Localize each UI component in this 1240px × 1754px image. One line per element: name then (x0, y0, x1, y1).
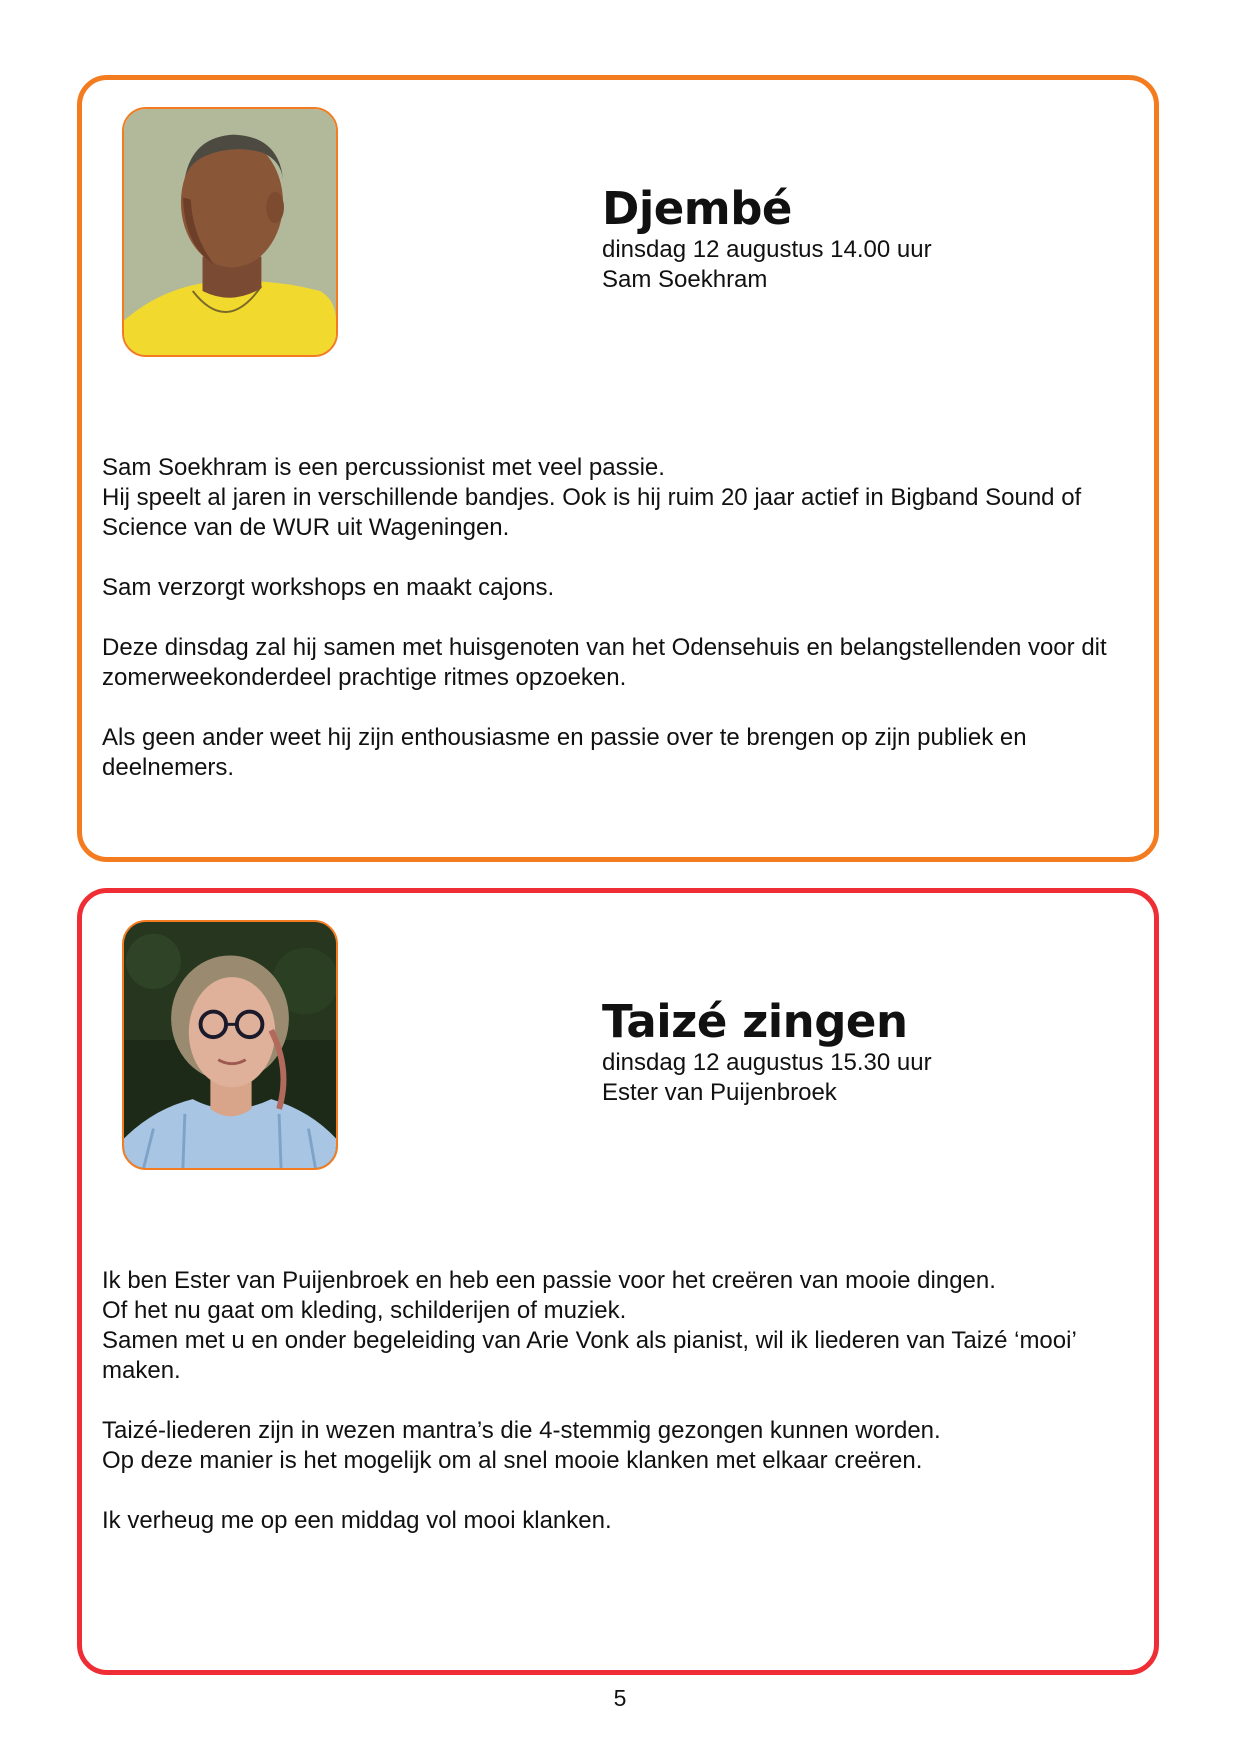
event-title: Djembé (602, 182, 792, 235)
text-line: Als geen ander weet hij zijn enthousiasme en passie over te brengen op zijn publiek en deelnemers. (102, 724, 1027, 781)
paragraph (102, 1266, 1130, 1386)
event-card-djembe (77, 75, 1159, 862)
event-title: Taizé zingen (602, 995, 908, 1048)
page-number: 5 (613, 1685, 627, 1711)
text-line: Samen met u en onder begeleiding van Arie Vonk als pianist, wil ik liederen van Taizé ‘mooi’ maken. (102, 1327, 1076, 1384)
portrait-image (124, 109, 336, 355)
event-date: dinsdag 12 augustus 14.00 uur (602, 236, 932, 263)
event-date: dinsdag 12 augustus 15.30 uur (602, 1049, 932, 1076)
event-header (602, 183, 932, 295)
text-line: Ik verheug me op een middag vol mooi klanken. (102, 1507, 612, 1534)
event-person: Sam Soekhram (602, 266, 768, 293)
text-line: Deze dinsdag zal hij samen met huisgenoten van het Odensehuis en belangstellenden voor dit zomerweekonderdeel prachtige ritmes opzoeken. (102, 634, 1107, 691)
paragraph (102, 453, 1130, 543)
text-line: Of het nu gaat om kleding, schilderijen of muziek. (102, 1297, 627, 1324)
text-line: Ik ben Ester van Puijenbroek en heb een passie voor het creëren van mooie dingen. (102, 1267, 996, 1294)
text-line: Taizé-liederen zijn in wezen mantra’s die 4-stemmig gezongen kunnen worden. (102, 1417, 941, 1444)
paragraph (102, 1506, 1130, 1536)
portrait-photo-sam (122, 107, 338, 357)
text-line: Sam Soekhram is een percussionist met veel passie. (102, 454, 665, 481)
text-line: Sam verzorgt workshops en maakt cajons. (102, 574, 555, 601)
text-line: Op deze manier is het mogelijk om al snel mooie klanken met elkaar creëren. (102, 1447, 923, 1474)
event-description (102, 1266, 1130, 1566)
event-card-taize (77, 888, 1159, 1675)
event-person: Ester van Puijenbroek (602, 1079, 837, 1106)
portrait-photo-ester (122, 920, 338, 1170)
event-header (602, 996, 932, 1108)
paragraph (102, 723, 1130, 783)
event-description (102, 453, 1130, 813)
paragraph (102, 573, 1130, 603)
paragraph (102, 633, 1130, 693)
text-line: Hij speelt al jaren in verschillende bandjes. Ook is hij ruim 20 jaar actief in Bigband Sound of Science van de WUR uit Wageningen. (102, 484, 1082, 541)
paragraph (102, 1416, 1130, 1476)
portrait-image (124, 922, 336, 1168)
